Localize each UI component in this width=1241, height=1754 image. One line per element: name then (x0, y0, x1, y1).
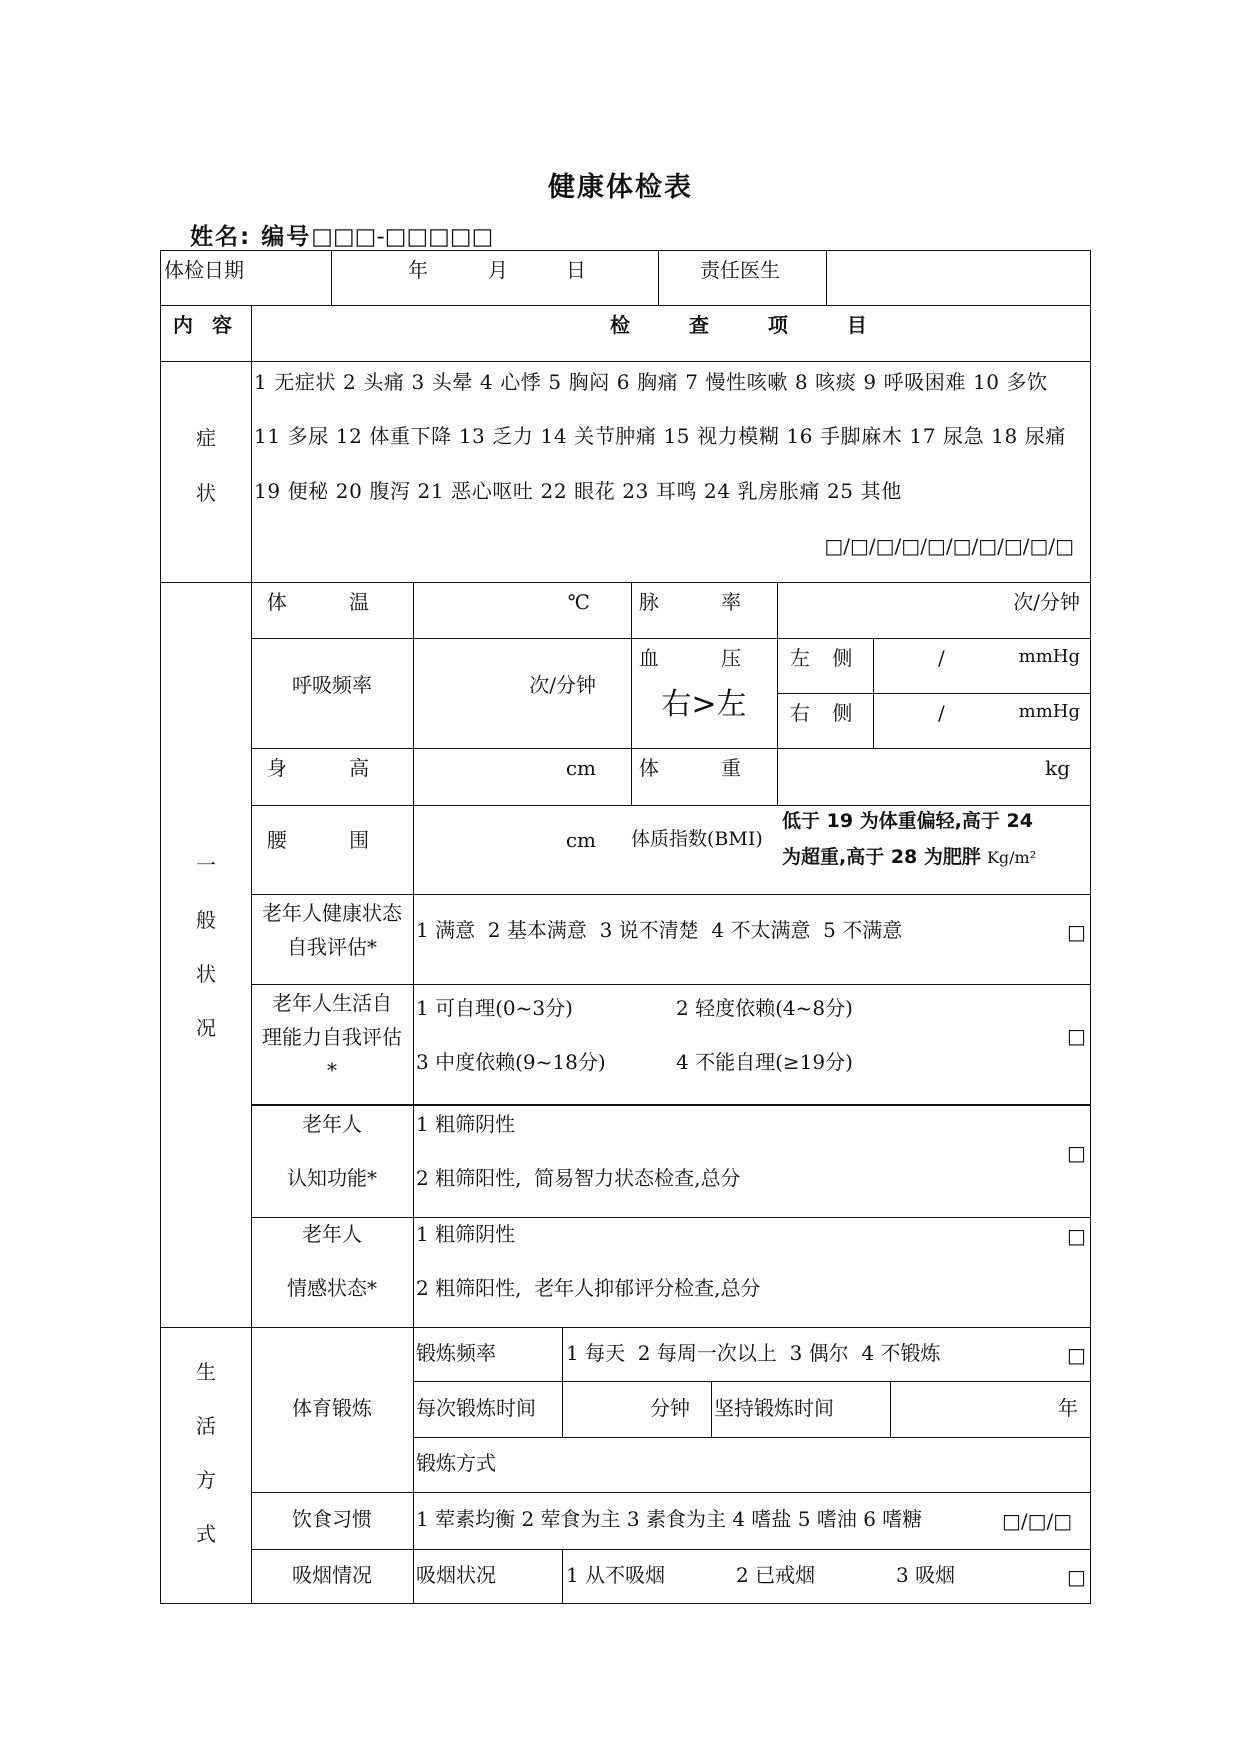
height-unit: cm (565, 756, 596, 780)
smoking-option: 3 吸烟 (896, 1563, 956, 1587)
doctor-field[interactable] (830, 254, 1086, 302)
self-care-option: 2 轻度依赖(4~8分) (676, 996, 853, 1020)
general-label: 一 (196, 853, 216, 877)
items-header: 检 查 项 目 (610, 313, 893, 337)
exam-month: 月 (488, 258, 508, 282)
bp-left-unit: mmHg (1018, 646, 1080, 667)
self-health-checkbox[interactable]: □ (1067, 920, 1086, 944)
bmi-note-2: 为超重,高于 28 为肥胖 (782, 846, 981, 868)
id-label: 编号 (261, 224, 312, 250)
table-line (777, 582, 778, 805)
table-line (658, 250, 659, 305)
table-line (160, 361, 1090, 362)
id-boxes[interactable]: □□□-□□□□□ (311, 224, 494, 250)
emotion-option: 2 粗筛阳性, 老年人抑郁评分检查,总分 (416, 1276, 761, 1300)
table-line (413, 1381, 1090, 1382)
exercise-frequency-checkbox[interactable]: □ (1067, 1343, 1086, 1367)
diet-checkboxes[interactable]: □/□/□ (1002, 1509, 1073, 1533)
symptoms-line-3: 19 便秘 20 腹泻 21 恶心呕吐 22 眼花 23 耳鸣 24 乳房胀痛 25 其他 (254, 479, 902, 503)
exam-date-label: 体检日期 (164, 258, 244, 282)
bp-left-slash: / (938, 646, 945, 670)
table-line (251, 805, 1090, 806)
table-line (251, 894, 1090, 895)
cognitive-option: 1 粗筛阴性 (416, 1112, 516, 1136)
table-line (160, 250, 1090, 251)
table-line (160, 305, 1090, 306)
lifestyle-label: 方 (196, 1468, 216, 1492)
table-line (251, 1492, 1090, 1493)
content-header: 内 容 (173, 313, 238, 337)
diet-options: 1 荤素均衡 2 荤食为主 3 素食为主 4 嗜盐 5 嗜油 6 嗜糖 (416, 1507, 923, 1531)
smoking-status-label: 吸烟状况 (416, 1563, 496, 1587)
table-line (251, 638, 1090, 639)
self-care-label: * (327, 1058, 337, 1082)
table-line (160, 1603, 1090, 1604)
smoking-option: 2 已戒烟 (736, 1563, 816, 1587)
table-line (777, 693, 1090, 694)
general-label: 况 (196, 1016, 216, 1040)
bp-left-label: 左 侧 (790, 646, 861, 670)
emotion-checkbox[interactable]: □ (1067, 1224, 1086, 1248)
bmi-note-2-line (782, 848, 1036, 867)
weight-label: 体 重 (638, 756, 770, 780)
lifestyle-label: 生 (196, 1360, 216, 1384)
bp-right-slash: / (938, 701, 945, 725)
self-health-label: 自我评估* (287, 935, 377, 959)
waist-label: 腰 围 (266, 828, 398, 852)
self-health-options: 1 满意 2 基本满意 3 说不清楚 4 不太满意 5 不满意 (416, 918, 903, 942)
table-line (251, 748, 1090, 749)
emotion-label: 情感状态* (287, 1276, 377, 1300)
table-line (711, 1381, 712, 1437)
exercise-frequency-label: 锻炼频率 (416, 1341, 496, 1365)
table-line (890, 1381, 891, 1437)
exercise-method-field[interactable] (566, 1441, 1086, 1489)
lifestyle-label: 活 (196, 1414, 216, 1438)
table-line (562, 1549, 563, 1603)
self-care-option: 4 不能自理(≥19分) (676, 1050, 853, 1074)
bmi-label: 体质指数(BMI) (631, 828, 763, 850)
bp-right-label: 右 侧 (790, 701, 861, 725)
emotion-label: 老年人 (302, 1222, 362, 1246)
exam-day: 日 (566, 258, 586, 282)
exercise-frequency-options: 1 每天 2 每周一次以上 3 偶尔 4 不锻炼 (566, 1341, 941, 1365)
table-line (251, 1549, 1090, 1550)
name-label: 姓名: (190, 224, 252, 250)
symptoms-line-1: 1 无症状 2 头痛 3 头晕 4 心悸 5 胸闷 6 胸痛 7 慢性咳嗽 8 咳痰 9 呼吸困难 10 多饮 (254, 370, 1048, 394)
weight-unit: kg (1045, 756, 1070, 780)
temp-label: 体 温 (266, 590, 398, 614)
exercise-duration-unit: 分钟 (650, 1396, 690, 1420)
diet-label: 饮食习惯 (292, 1507, 372, 1531)
table-line (251, 984, 1090, 985)
smoking-label: 吸烟情况 (292, 1563, 372, 1587)
id-line (190, 218, 493, 251)
lifestyle-label: 式 (196, 1522, 216, 1546)
waist-unit: cm (565, 828, 596, 852)
general-label: 状 (196, 962, 216, 986)
doctor-label: 责任医生 (700, 258, 780, 282)
table-line (160, 582, 1090, 583)
symptoms-line-2: 11 多尿 12 体重下降 13 乏力 14 关节肿痛 15 视力模糊 16 手脚麻木 17 尿急 18 尿痛 (254, 424, 1066, 448)
exercise-persist-label: 坚持锻炼时间 (714, 1396, 834, 1420)
symptoms-label: 症 (196, 426, 216, 450)
pulse-label: 脉 率 (638, 590, 770, 614)
table-line (873, 638, 874, 748)
symptoms-label: 状 (196, 481, 216, 505)
exercise-label: 体育锻炼 (292, 1396, 372, 1420)
resp-label: 呼吸频率 (292, 673, 372, 697)
exam-year: 年 (408, 258, 428, 282)
bp-right-unit: mmHg (1018, 701, 1080, 722)
self-care-label: 理能力自我评估 (262, 1025, 402, 1049)
table-line (413, 582, 414, 1603)
table-line (562, 1327, 563, 1437)
table-line (160, 1327, 1090, 1328)
table-line (413, 1437, 1090, 1438)
self-care-option: 3 中度依赖(9~18分) (416, 1050, 606, 1074)
pulse-unit: 次/分钟 (1013, 590, 1080, 614)
self-care-checkbox[interactable]: □ (1067, 1024, 1086, 1048)
cognitive-label: 老年人 (302, 1112, 362, 1136)
general-label: 般 (196, 908, 216, 932)
table-line (160, 250, 161, 1604)
bmi-note-1: 低于 19 为体重偏轻,高于 24 (782, 810, 1033, 832)
bp-label: 血 压 (638, 646, 770, 670)
table-line (251, 1217, 1090, 1218)
self-health-label: 老年人健康状态 (262, 901, 402, 925)
exercise-persist-unit: 年 (1058, 1396, 1078, 1420)
bmi-unit: Kg/m² (986, 848, 1037, 867)
cognitive-checkbox[interactable]: □ (1067, 1141, 1086, 1165)
smoking-option: 1 从不吸烟 (566, 1563, 666, 1587)
cognitive-label: 认知功能* (287, 1166, 377, 1190)
symptoms-checkboxes[interactable]: □/□/□/□/□/□/□/□/□/□ (824, 534, 1074, 558)
table-line (331, 250, 332, 305)
exercise-duration-label: 每次锻炼时间 (416, 1396, 536, 1420)
self-care-label: 老年人生活自 (272, 991, 392, 1015)
emotion-option: 1 粗筛阴性 (416, 1222, 516, 1246)
self-care-option: 1 可自理(0~3分) (416, 996, 573, 1020)
resp-unit: 次/分钟 (529, 673, 596, 697)
cognitive-option: 2 粗筛阳性, 简易智力状态检查,总分 (416, 1166, 741, 1190)
height-label: 身 高 (266, 756, 398, 780)
temp-unit: ℃ (567, 590, 590, 614)
table-line (826, 250, 827, 305)
bp-note: 右>左 (661, 687, 747, 722)
exercise-method-label: 锻炼方式 (416, 1451, 496, 1475)
page-title: 健康体检表 (548, 172, 693, 203)
table-line (1090, 250, 1091, 1604)
table-line (251, 1104, 1090, 1106)
smoking-checkbox[interactable]: □ (1067, 1565, 1086, 1589)
